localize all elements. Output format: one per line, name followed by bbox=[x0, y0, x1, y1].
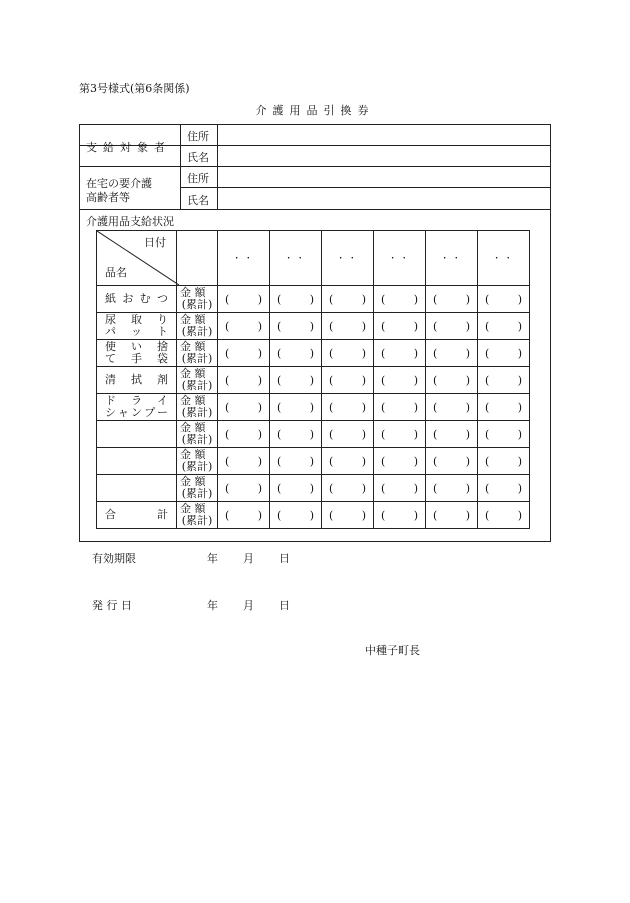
paren-close: ) bbox=[309, 346, 314, 360]
validity-year: 年 bbox=[207, 552, 218, 565]
date-cell[interactable]: · · bbox=[374, 231, 426, 286]
paren-close: ) bbox=[517, 427, 522, 441]
paren-close: ) bbox=[309, 508, 314, 522]
table-row bbox=[97, 313, 530, 340]
paren-close: ) bbox=[465, 400, 470, 414]
paren-close: ) bbox=[465, 508, 470, 522]
paren-open: ( bbox=[277, 292, 282, 306]
paren-open: ( bbox=[329, 373, 334, 387]
paren-open: ( bbox=[381, 319, 386, 333]
recipient-label: 支給対象者 bbox=[86, 141, 171, 154]
paren-open: ( bbox=[433, 346, 438, 360]
paren-open: ( bbox=[381, 481, 386, 495]
amount-cell[interactable] bbox=[374, 340, 426, 367]
paren-close: ) bbox=[413, 508, 418, 522]
table-row bbox=[97, 475, 530, 502]
amount-cell[interactable] bbox=[322, 340, 374, 367]
amount-cell[interactable] bbox=[322, 313, 374, 340]
paren-open: ( bbox=[329, 508, 334, 522]
amount-cell[interactable] bbox=[218, 502, 270, 529]
elderly-name-label: 氏名 bbox=[187, 194, 209, 207]
table-row bbox=[97, 502, 530, 529]
amount-cell[interactable] bbox=[478, 475, 530, 502]
paren-close: ) bbox=[413, 454, 418, 468]
paren-close: ) bbox=[465, 481, 470, 495]
paren-close: ) bbox=[413, 292, 418, 306]
issue-date-label: 発 行 日 bbox=[92, 599, 132, 612]
validity-month: 月 bbox=[243, 552, 254, 565]
paren-close: ) bbox=[465, 346, 470, 360]
paren-close: ) bbox=[257, 508, 262, 522]
issuer-name: 中種子町長 bbox=[365, 644, 420, 657]
amount-cell[interactable] bbox=[270, 286, 322, 313]
paren-open: ( bbox=[277, 454, 282, 468]
unit-label-line2: (累計) bbox=[181, 487, 213, 500]
paren-open: ( bbox=[277, 319, 282, 333]
amount-cell[interactable] bbox=[218, 448, 270, 475]
amount-cell[interactable] bbox=[374, 502, 426, 529]
paren-close: ) bbox=[361, 373, 366, 387]
paren-open: ( bbox=[433, 400, 438, 414]
unit-label-line1: 金 額 bbox=[180, 367, 206, 380]
paren-open: ( bbox=[277, 373, 282, 387]
paren-open: ( bbox=[485, 427, 490, 441]
item-name-line1: 使い捨 bbox=[105, 340, 168, 353]
paren-close: ) bbox=[517, 319, 522, 333]
paren-open: ( bbox=[225, 427, 230, 441]
paren-open: ( bbox=[277, 427, 282, 441]
amount-cell[interactable] bbox=[270, 502, 322, 529]
paren-close: ) bbox=[309, 319, 314, 333]
amount-cell[interactable] bbox=[322, 394, 374, 421]
issue-day: 日 bbox=[279, 599, 290, 612]
amount-cell[interactable] bbox=[426, 340, 478, 367]
unit-label-line2: (累計) bbox=[181, 379, 213, 392]
table-row bbox=[97, 421, 530, 448]
validity-day: 日 bbox=[279, 552, 290, 565]
paren-open: ( bbox=[329, 400, 334, 414]
paren-open: ( bbox=[485, 292, 490, 306]
paren-close: ) bbox=[465, 319, 470, 333]
paren-close: ) bbox=[465, 454, 470, 468]
paren-open: ( bbox=[225, 319, 230, 333]
amount-cell[interactable] bbox=[426, 394, 478, 421]
unit-cell bbox=[177, 286, 218, 313]
paren-open: ( bbox=[485, 373, 490, 387]
paren-open: ( bbox=[277, 400, 282, 414]
unit-cell bbox=[177, 394, 218, 421]
unit-label-line2: (累計) bbox=[181, 406, 213, 419]
validity-label: 有効期限 bbox=[92, 552, 136, 565]
recipient-name-field[interactable] bbox=[221, 148, 547, 165]
paren-close: ) bbox=[361, 319, 366, 333]
unit-cell bbox=[177, 475, 218, 502]
amount-cell[interactable] bbox=[374, 313, 426, 340]
item-name-cell bbox=[97, 394, 177, 421]
amount-cell[interactable] bbox=[270, 394, 322, 421]
supply-status-table bbox=[96, 230, 530, 529]
paren-close: ) bbox=[309, 454, 314, 468]
paren-open: ( bbox=[225, 454, 230, 468]
paren-close: ) bbox=[517, 454, 522, 468]
paren-close: ) bbox=[257, 400, 262, 414]
paren-open: ( bbox=[329, 319, 334, 333]
amount-cell[interactable] bbox=[374, 421, 426, 448]
paren-open: ( bbox=[329, 481, 334, 495]
unit-cell bbox=[177, 448, 218, 475]
amount-cell[interactable] bbox=[478, 502, 530, 529]
paren-close: ) bbox=[257, 292, 262, 306]
paren-open: ( bbox=[485, 400, 490, 414]
paren-close: ) bbox=[517, 481, 522, 495]
paren-open: ( bbox=[381, 292, 386, 306]
header-item-label: 品名 bbox=[105, 266, 127, 279]
amount-cell[interactable] bbox=[270, 475, 322, 502]
unit-label-line2: (累計) bbox=[181, 514, 213, 527]
divider bbox=[180, 124, 181, 209]
table-row bbox=[97, 340, 530, 367]
unit-label-line1: 金 額 bbox=[180, 475, 206, 488]
paren-close: ) bbox=[413, 400, 418, 414]
paren-close: ) bbox=[361, 427, 366, 441]
paren-close: ) bbox=[413, 427, 418, 441]
paren-close: ) bbox=[309, 400, 314, 414]
paren-open: ( bbox=[433, 508, 438, 522]
unit-cell bbox=[177, 421, 218, 448]
paren-open: ( bbox=[485, 481, 490, 495]
unit-label-line2: (累計) bbox=[181, 352, 213, 365]
paren-open: ( bbox=[433, 319, 438, 333]
divider bbox=[217, 124, 218, 209]
paren-close: ) bbox=[361, 346, 366, 360]
amount-cell[interactable] bbox=[426, 448, 478, 475]
amount-cell[interactable] bbox=[478, 421, 530, 448]
divider bbox=[79, 166, 551, 167]
table-row bbox=[97, 367, 530, 394]
item-name-line1: 合計 bbox=[105, 508, 168, 521]
header-diagonal-cell bbox=[97, 231, 177, 286]
amount-cell[interactable] bbox=[218, 313, 270, 340]
issue-month: 月 bbox=[243, 599, 254, 612]
amount-cell[interactable] bbox=[426, 475, 478, 502]
paren-open: ( bbox=[433, 373, 438, 387]
paren-close: ) bbox=[257, 427, 262, 441]
amount-cell[interactable] bbox=[478, 340, 530, 367]
date-cell[interactable]: · · bbox=[426, 231, 478, 286]
paren-open: ( bbox=[433, 454, 438, 468]
unit-cell bbox=[177, 340, 218, 367]
elderly-label-line2: 高齢者等 bbox=[86, 191, 130, 204]
paren-close: ) bbox=[309, 481, 314, 495]
item-name-cell bbox=[97, 448, 177, 475]
unit-cell bbox=[177, 367, 218, 394]
item-name-line1: 紙おむつ bbox=[105, 292, 168, 305]
paren-open: ( bbox=[381, 454, 386, 468]
date-cell[interactable]: · · bbox=[270, 231, 322, 286]
amount-cell[interactable] bbox=[322, 421, 374, 448]
paren-open: ( bbox=[433, 481, 438, 495]
paren-close: ) bbox=[257, 319, 262, 333]
paren-close: ) bbox=[257, 373, 262, 387]
paren-open: ( bbox=[225, 508, 230, 522]
paren-close: ) bbox=[413, 481, 418, 495]
paren-open: ( bbox=[225, 346, 230, 360]
date-cell[interactable]: · · bbox=[478, 231, 530, 286]
amount-cell[interactable] bbox=[270, 421, 322, 448]
header-unit-cell bbox=[177, 231, 218, 286]
amount-cell[interactable] bbox=[218, 475, 270, 502]
item-name-line1: 清拭剤 bbox=[105, 373, 168, 386]
date-cell[interactable]: · · bbox=[218, 231, 270, 286]
paren-close: ) bbox=[413, 319, 418, 333]
amount-cell[interactable] bbox=[322, 367, 374, 394]
unit-label-line2: (累計) bbox=[181, 460, 213, 473]
paren-close: ) bbox=[361, 481, 366, 495]
unit-label-line1: 金 額 bbox=[180, 448, 206, 461]
paren-close: ) bbox=[413, 346, 418, 360]
paren-open: ( bbox=[225, 292, 230, 306]
status-heading: 介護用品支給状況 bbox=[86, 215, 174, 228]
item-name-cell bbox=[97, 475, 177, 502]
unit-label-line2: (累計) bbox=[181, 298, 213, 311]
paren-open: ( bbox=[225, 481, 230, 495]
divider bbox=[180, 187, 551, 188]
paren-open: ( bbox=[485, 346, 490, 360]
paren-close: ) bbox=[257, 481, 262, 495]
item-name-line1: 尿取り bbox=[105, 313, 168, 326]
item-name-cell bbox=[97, 502, 177, 529]
date-cell[interactable]: · · bbox=[322, 231, 374, 286]
item-name-line2: て手袋 bbox=[105, 352, 168, 365]
elderly-address-field[interactable] bbox=[221, 169, 547, 186]
amount-cell[interactable] bbox=[426, 313, 478, 340]
item-name-cell bbox=[97, 313, 177, 340]
amount-cell[interactable] bbox=[322, 502, 374, 529]
paren-close: ) bbox=[361, 292, 366, 306]
amount-cell[interactable] bbox=[218, 286, 270, 313]
divider bbox=[180, 145, 551, 146]
paren-open: ( bbox=[485, 319, 490, 333]
form-number-label: 第3号様式(第6条関係) bbox=[79, 82, 190, 95]
paren-close: ) bbox=[361, 454, 366, 468]
paren-close: ) bbox=[517, 400, 522, 414]
paren-open: ( bbox=[433, 427, 438, 441]
paren-close: ) bbox=[309, 292, 314, 306]
paren-open: ( bbox=[329, 427, 334, 441]
item-name-cell bbox=[97, 340, 177, 367]
paren-open: ( bbox=[381, 400, 386, 414]
amount-cell[interactable] bbox=[374, 475, 426, 502]
unit-label-line1: 金 額 bbox=[180, 394, 206, 407]
recipient-address-field[interactable] bbox=[221, 127, 547, 144]
divider bbox=[79, 209, 551, 210]
paren-open: ( bbox=[225, 373, 230, 387]
paren-close: ) bbox=[517, 292, 522, 306]
paren-open: ( bbox=[225, 400, 230, 414]
unit-label-line1: 金 額 bbox=[180, 313, 206, 326]
amount-cell[interactable] bbox=[478, 286, 530, 313]
paren-close: ) bbox=[361, 400, 366, 414]
table-row bbox=[97, 448, 530, 475]
amount-cell[interactable] bbox=[322, 448, 374, 475]
elderly-name-field[interactable] bbox=[221, 190, 547, 208]
paren-open: ( bbox=[277, 346, 282, 360]
paren-close: ) bbox=[465, 373, 470, 387]
item-name-cell bbox=[97, 421, 177, 448]
item-name-cell bbox=[97, 286, 177, 313]
amount-cell[interactable] bbox=[374, 286, 426, 313]
table-row bbox=[97, 286, 530, 313]
amount-cell[interactable] bbox=[374, 367, 426, 394]
amount-cell[interactable] bbox=[426, 367, 478, 394]
paren-open: ( bbox=[485, 454, 490, 468]
unit-label-line2: (累計) bbox=[181, 433, 213, 446]
paren-open: ( bbox=[381, 427, 386, 441]
amount-cell[interactable] bbox=[322, 475, 374, 502]
paren-close: ) bbox=[309, 373, 314, 387]
amount-cell[interactable] bbox=[218, 421, 270, 448]
amount-cell[interactable] bbox=[322, 286, 374, 313]
recipient-name-label: 氏名 bbox=[187, 151, 209, 164]
amount-cell[interactable] bbox=[426, 421, 478, 448]
paren-close: ) bbox=[517, 346, 522, 360]
elderly-label-line1: 在宅の要介護 bbox=[86, 177, 152, 190]
item-name-line1: ドライ bbox=[105, 394, 168, 407]
paren-close: ) bbox=[361, 508, 366, 522]
paren-open: ( bbox=[485, 508, 490, 522]
unit-label-line1: 金 額 bbox=[180, 340, 206, 353]
table-row bbox=[97, 394, 530, 421]
unit-label-line2: (累計) bbox=[181, 325, 213, 338]
unit-label-line1: 金 額 bbox=[180, 421, 206, 434]
paren-open: ( bbox=[381, 346, 386, 360]
item-name-line2: パット bbox=[105, 325, 168, 338]
amount-cell[interactable] bbox=[426, 502, 478, 529]
amount-cell[interactable] bbox=[478, 394, 530, 421]
item-name-cell bbox=[97, 367, 177, 394]
amount-cell[interactable] bbox=[426, 286, 478, 313]
amount-cell[interactable] bbox=[270, 448, 322, 475]
paren-open: ( bbox=[329, 292, 334, 306]
issue-year: 年 bbox=[207, 599, 218, 612]
paren-close: ) bbox=[257, 346, 262, 360]
paren-close: ) bbox=[517, 373, 522, 387]
paren-close: ) bbox=[413, 373, 418, 387]
paren-open: ( bbox=[329, 346, 334, 360]
elderly-address-label: 住所 bbox=[187, 172, 209, 185]
paren-close: ) bbox=[465, 427, 470, 441]
unit-label-line1: 金 額 bbox=[180, 286, 206, 299]
amount-cell[interactable] bbox=[270, 313, 322, 340]
paren-open: ( bbox=[381, 373, 386, 387]
unit-cell bbox=[177, 502, 218, 529]
amount-cell[interactable] bbox=[478, 367, 530, 394]
item-name-line2: シャンプー bbox=[105, 406, 168, 419]
unit-cell bbox=[177, 313, 218, 340]
paren-close: ) bbox=[257, 454, 262, 468]
paren-open: ( bbox=[329, 454, 334, 468]
paren-open: ( bbox=[433, 292, 438, 306]
paren-open: ( bbox=[277, 481, 282, 495]
amount-cell[interactable] bbox=[218, 367, 270, 394]
paren-close: ) bbox=[465, 292, 470, 306]
amount-cell[interactable] bbox=[478, 448, 530, 475]
paren-open: ( bbox=[381, 508, 386, 522]
unit-label-line1: 金 額 bbox=[180, 502, 206, 515]
amount-cell[interactable] bbox=[270, 367, 322, 394]
amount-cell[interactable] bbox=[218, 394, 270, 421]
amount-cell[interactable] bbox=[478, 313, 530, 340]
recipient-address-label: 住所 bbox=[187, 130, 209, 143]
document-title: 介護用品引換券 bbox=[255, 104, 375, 117]
paren-close: ) bbox=[309, 427, 314, 441]
amount-cell[interactable] bbox=[218, 340, 270, 367]
paren-close: ) bbox=[517, 508, 522, 522]
paren-open: ( bbox=[277, 508, 282, 522]
amount-cell[interactable] bbox=[374, 448, 426, 475]
amount-cell[interactable] bbox=[374, 394, 426, 421]
header-date-label: 日付 bbox=[144, 236, 166, 249]
amount-cell[interactable] bbox=[270, 340, 322, 367]
